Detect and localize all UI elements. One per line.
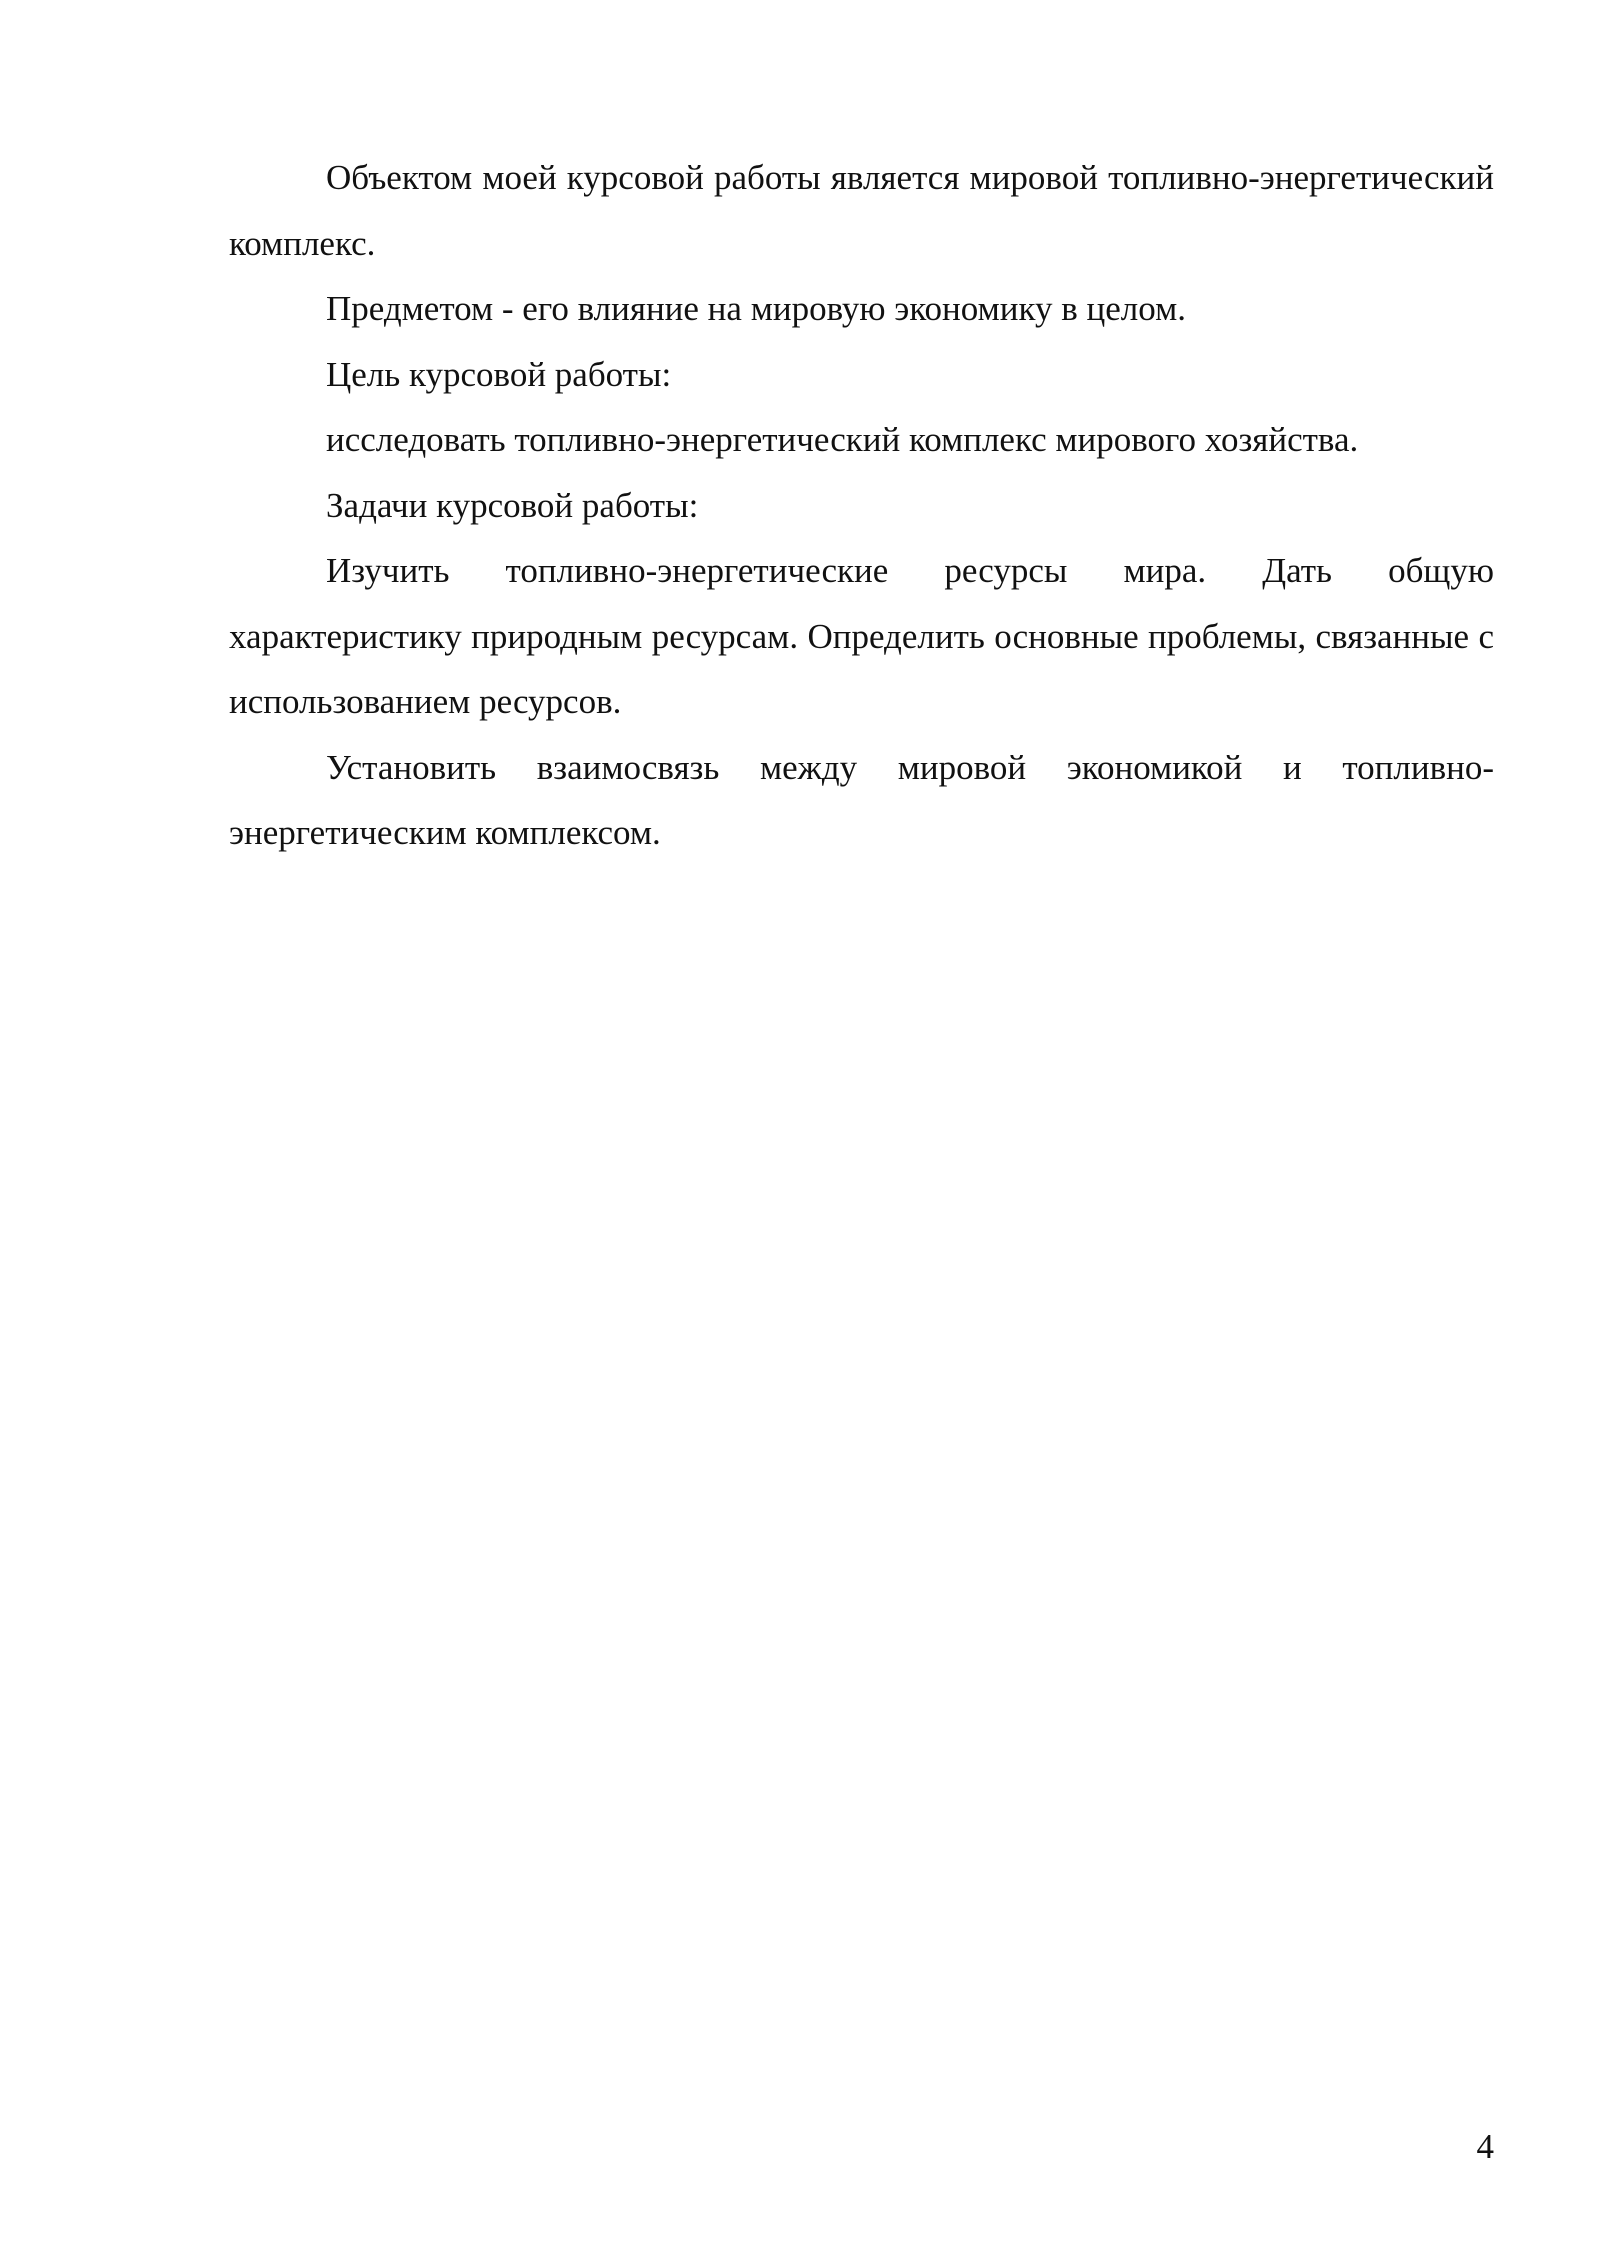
paragraph-object: Объектом моей курсовой работы является мировой топливно-энергетический комплекс. <box>229 158 1494 263</box>
paragraph-goal-heading: Цель курсовой работы: <box>326 354 672 394</box>
paragraph-task-study: Изучить топливно-энергетические ресурсы мира. Дать общую характеристику природным ресурсам. Определить основные проблемы, связанные с использованием ресурсов. <box>229 551 1494 721</box>
paragraph-tasks-heading: Задачи курсовой работы: <box>326 485 699 525</box>
document-body <box>229 145 1494 866</box>
paragraph-subject: Предметом - его влияние на мировую экономику в целом. <box>326 289 1186 328</box>
paragraph-task-relationship: Установить взаимосвязь между мировой экономикой и топливно-энергетическим комплексом. <box>229 747 1494 852</box>
paragraph-goal: исследовать топливно-энергетический комплекс мирового хозяйства. <box>326 420 1359 459</box>
page-number: 4 <box>1476 2127 1494 2166</box>
